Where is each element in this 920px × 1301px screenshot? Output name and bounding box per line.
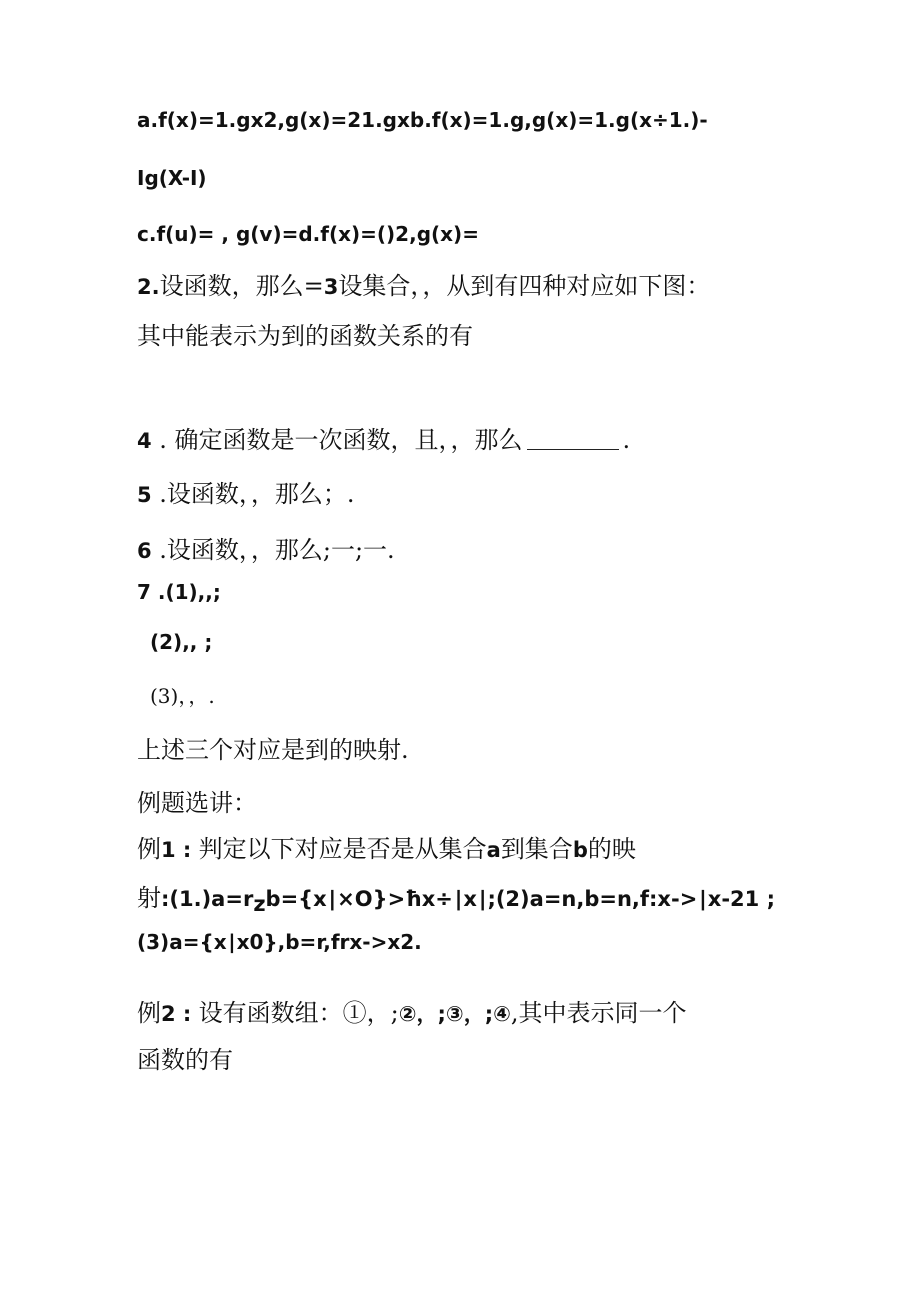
question-3-number: 3 bbox=[323, 275, 339, 299]
example-1-she: 射 bbox=[137, 884, 161, 912]
option-a-b-line: a.f(x)=1.gx2,g(x)=21.gxb.f(x)=1.g,g(x)=1.g(x÷1.)- bbox=[137, 108, 708, 132]
example-2-groups: ②，;③，;④ bbox=[398, 1002, 511, 1026]
example-1-formula-b: b={x∣×O}>ħx÷∣x∣;(2)a=n,b=n,f:x->∣x-21 ; bbox=[265, 887, 775, 911]
answer-blank bbox=[527, 429, 619, 450]
question-5-text: .设函数，，那么；. bbox=[151, 480, 355, 508]
option-b-continuation: Ig(X-I) bbox=[137, 166, 207, 190]
question-5-number: 5 bbox=[137, 483, 152, 507]
example-1-number: 1 : bbox=[161, 838, 199, 862]
examples-heading: 例题选讲： bbox=[137, 789, 257, 817]
example-2-text: 设有函数组：①，; bbox=[198, 999, 399, 1027]
example-2-number: 2 : bbox=[161, 1002, 199, 1026]
example-1-text: 判定以下对应是否是从集合 bbox=[198, 835, 487, 863]
example-2-label: 例 bbox=[137, 999, 161, 1027]
question-3-continuation: 其中能表示为到的函数关系的有 bbox=[137, 322, 473, 350]
question-7-part-2: (2),, ; bbox=[150, 630, 213, 654]
example-1-formula-a: :(1.)a=r bbox=[161, 887, 254, 911]
set-a-label: a bbox=[486, 838, 501, 862]
example-2-text-2: ,其中表示同一个 bbox=[510, 999, 687, 1027]
set-b-label: b bbox=[572, 838, 588, 862]
question-3-text: 设集合，，从到有四种对应如下图： bbox=[338, 272, 711, 300]
question-5 bbox=[137, 474, 355, 509]
example-1-subscript: z bbox=[253, 892, 266, 916]
example-1-label: 例 bbox=[137, 835, 161, 863]
question-4-end: . bbox=[622, 426, 631, 454]
option-c-d-line: c.f(u)= , g(v)=d.f(x)=()2,g(x)= bbox=[137, 222, 479, 246]
mapping-statement: 上述三个对应是到的映射. bbox=[137, 736, 409, 764]
question-2-text: 设函数，那么= bbox=[159, 272, 324, 300]
question-7-part-1: 7 .(1),,; bbox=[137, 580, 221, 604]
question-4-text: . 确定函数是一次函数，且，，那么 bbox=[151, 426, 523, 454]
question-6-number: 6 bbox=[137, 539, 152, 563]
question-6-text: .设函数，，那么;一;一. bbox=[151, 536, 395, 564]
example-2-continuation: 函数的有 bbox=[137, 1046, 233, 1074]
example-1-text-3: 的映 bbox=[587, 835, 636, 863]
example-1-part-3: (3)a={x∣x0},b=r,frx->x2. bbox=[137, 930, 422, 954]
question-6 bbox=[137, 530, 395, 565]
question-2-3 bbox=[137, 266, 710, 301]
question-2-number: 2. bbox=[137, 275, 160, 299]
example-1-continuation bbox=[137, 878, 775, 916]
example-2 bbox=[137, 993, 687, 1028]
question-4 bbox=[137, 420, 630, 455]
question-4-number: 4 bbox=[137, 429, 152, 453]
question-7-part-3: (3)，，. bbox=[150, 684, 215, 708]
example-1 bbox=[137, 829, 636, 864]
example-1-text-2: 到集合 bbox=[500, 835, 573, 863]
